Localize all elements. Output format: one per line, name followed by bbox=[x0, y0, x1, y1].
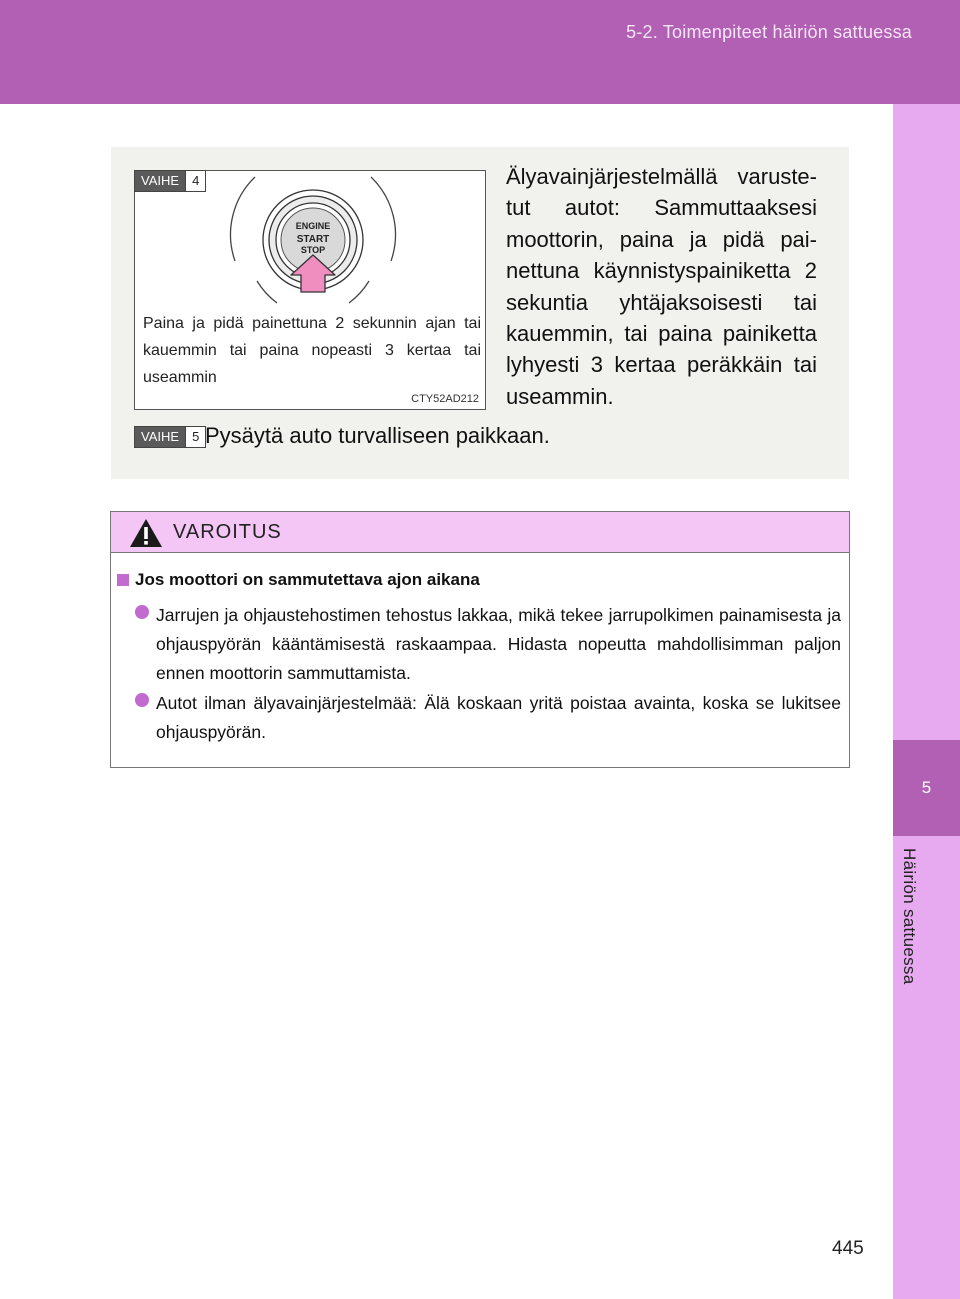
step-badge-number: 5 bbox=[185, 427, 205, 447]
warning-box bbox=[110, 511, 850, 768]
step-panel bbox=[111, 147, 849, 479]
start-label: START bbox=[296, 234, 330, 245]
warning-triangle-icon bbox=[129, 518, 163, 548]
step-badge bbox=[134, 426, 206, 448]
warning-heading bbox=[117, 570, 480, 590]
chapter-box bbox=[893, 740, 960, 836]
engine-label: ENGINE bbox=[295, 221, 331, 231]
warning-item-text: Autot ilman älyavainjärjestelmää: Älä koskaan yritä poistaa avainta, koska se lukitsee ohjauspyörän. bbox=[156, 693, 841, 742]
stop-label: STOP bbox=[300, 245, 326, 255]
warning-item-text: Jarrujen ja ohjaustehostimen tehostus lakkaa, mikä tekee jarrupolkimen painamisesta ja ohjauspyörän kääntämisestä raskaampaa. Hidasta nopeutta mahdollisimman paljon ennen moottorin sammuttamista. bbox=[156, 605, 841, 683]
chapter-number: 5 bbox=[921, 778, 932, 797]
step-badge-word: VAIHE bbox=[135, 427, 185, 447]
warning-title: VAROITUS bbox=[173, 521, 282, 543]
figure-code: CTY52AD212 bbox=[411, 393, 479, 405]
figure-engine-button bbox=[134, 170, 486, 410]
bullet-icon bbox=[135, 605, 149, 619]
step-badge-number: 4 bbox=[185, 171, 205, 191]
warning-header bbox=[111, 512, 849, 553]
step-badge bbox=[134, 170, 206, 192]
step5-text: Pysäytä auto turvalliseen paikkaan. bbox=[205, 423, 550, 448]
warning-heading-text: Jos moottori on sammutettava ajon aikana bbox=[135, 570, 480, 589]
chapter-title: Häiriön sattuessa bbox=[900, 848, 919, 985]
side-tab bbox=[893, 104, 960, 1299]
header-bar bbox=[0, 0, 960, 104]
square-bullet-icon bbox=[117, 574, 129, 586]
warning-item bbox=[135, 601, 841, 688]
bullet-icon bbox=[135, 693, 149, 707]
page-number: 445 bbox=[832, 1238, 864, 1259]
step-badge-word: VAIHE bbox=[135, 171, 185, 191]
figure-caption: Paina ja pidä painettuna 2 sekunnin ajan tai kauemmin tai paina nopeasti 3 kertaa tai useammin bbox=[143, 315, 481, 386]
warning-item bbox=[135, 689, 841, 747]
section-title: 5-2. Toimenpiteet häiriön sattuessa bbox=[626, 22, 912, 42]
step4-text: Älyavainjärjestelmällä varustetut autot: Sammuttaaksesi moottorin, paina ja pidä painettuna käynnistyspainiketta 2 sekuntia yhtäjaksoisesti tai kauemmin, tai paina painiketta lyhyesti 3 kertaa peräkkäin tai useammin. bbox=[506, 164, 817, 409]
